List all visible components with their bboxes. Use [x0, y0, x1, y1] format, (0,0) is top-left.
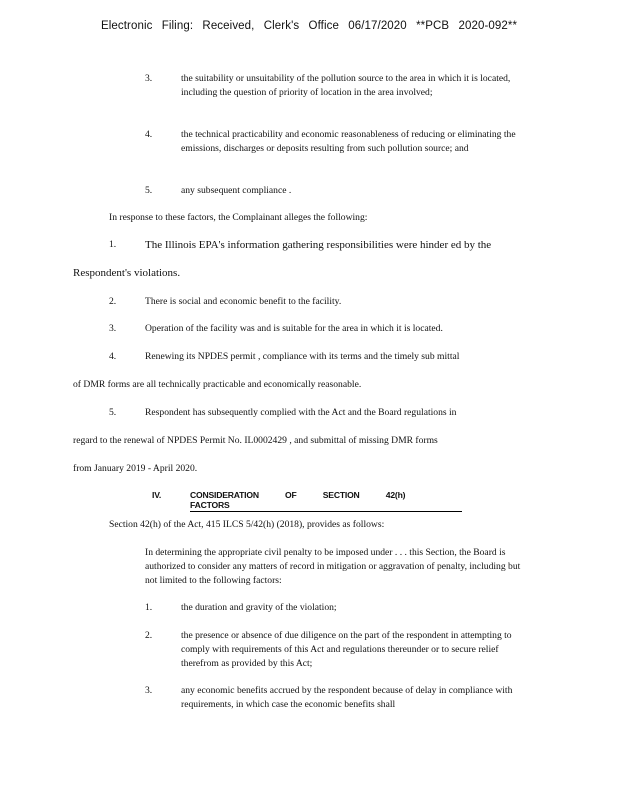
allegation-4-number: 4. — [109, 351, 117, 362]
allegation-4-line: Renewing its NPDES permit , compliance with its terms and the timely sub mittal — [145, 351, 460, 362]
section-number: IV. — [152, 490, 162, 500]
factor-text: the duration and gravity of the violation; — [181, 602, 337, 613]
factor-number: 3. — [145, 73, 153, 84]
allegation-5-line: regard to the renewal of NPDES Permit No. IL0002429 , and submittal of missing DMR forms — [73, 435, 438, 446]
factor-text: any subsequent compliance . — [181, 185, 292, 196]
statute-quote-block: In determining the appropriate civil penalty to be imposed under . . . this Section, the Board is authorized to consider any matters of record in mitigation or aggravation of penalty, including but not limited to the following factors: — [145, 547, 521, 586]
section-intro-paragraph: Section 42(h) of the Act, 415 ILCS 5/42(h) (2018), provides as follows: — [109, 519, 385, 530]
factor-number: 3. — [145, 685, 153, 696]
allegation-1-number: 1. — [109, 239, 117, 250]
allegation-2-number: 2. — [109, 296, 117, 307]
factor-text: the technical practicability and economic reasonableness of reducing or eliminating the emissions, discharges or deposits resulting from such pollution source; and — [181, 129, 516, 154]
allegation-2-line: There is social and economic benefit to the facility. — [145, 296, 342, 307]
allegation-1-line: Respondent's violations. — [73, 267, 181, 279]
allegation-4-line: of DMR forms are all technically practicable and economically reasonable. — [73, 379, 362, 390]
factor-number: 5. — [145, 185, 153, 196]
factor-text: any economic benefits accrued by the respondent because of delay in compliance with requirements, in which case the economic benefits shall — [181, 685, 513, 710]
filing-stamp-header: Electronic Filing: Received, Clerk's Office 06/17/2020 **PCB 2020-092** — [100, 20, 518, 32]
allegation-3-line: Operation of the facility was and is suitable for the area in which it is located. — [145, 323, 443, 334]
factor-text: the suitability or unsuitability of the pollution source to the area in which it is located, including the question of priority of location in the area involved; — [181, 73, 511, 98]
factor-number: 1. — [145, 602, 153, 613]
factor-number: 4. — [145, 129, 153, 140]
allegation-1-line: The Illinois EPA's information gathering responsibilities were hinder ed by the — [145, 239, 492, 251]
allegation-5-line: Respondent has subsequently complied with the Act and the Board regulations in — [145, 407, 457, 418]
allegation-3-number: 3. — [109, 323, 117, 334]
factor-text: the presence or absence of due diligence on the part of the respondent in attempting to comply with requirements of this Act and regulations thereunder or to secure relief therefrom as provided by this Act; — [181, 630, 512, 669]
allegation-5-line: from January 2019 - April 2020. — [73, 463, 198, 474]
allegation-5-number: 5. — [109, 407, 117, 418]
section-title: CONSIDERATION OF SECTION 42(h) FACTORS — [190, 490, 462, 512]
factor-number: 2. — [145, 630, 153, 641]
response-intro-paragraph: In response to these factors, the Complainant alleges the following: — [109, 212, 368, 223]
